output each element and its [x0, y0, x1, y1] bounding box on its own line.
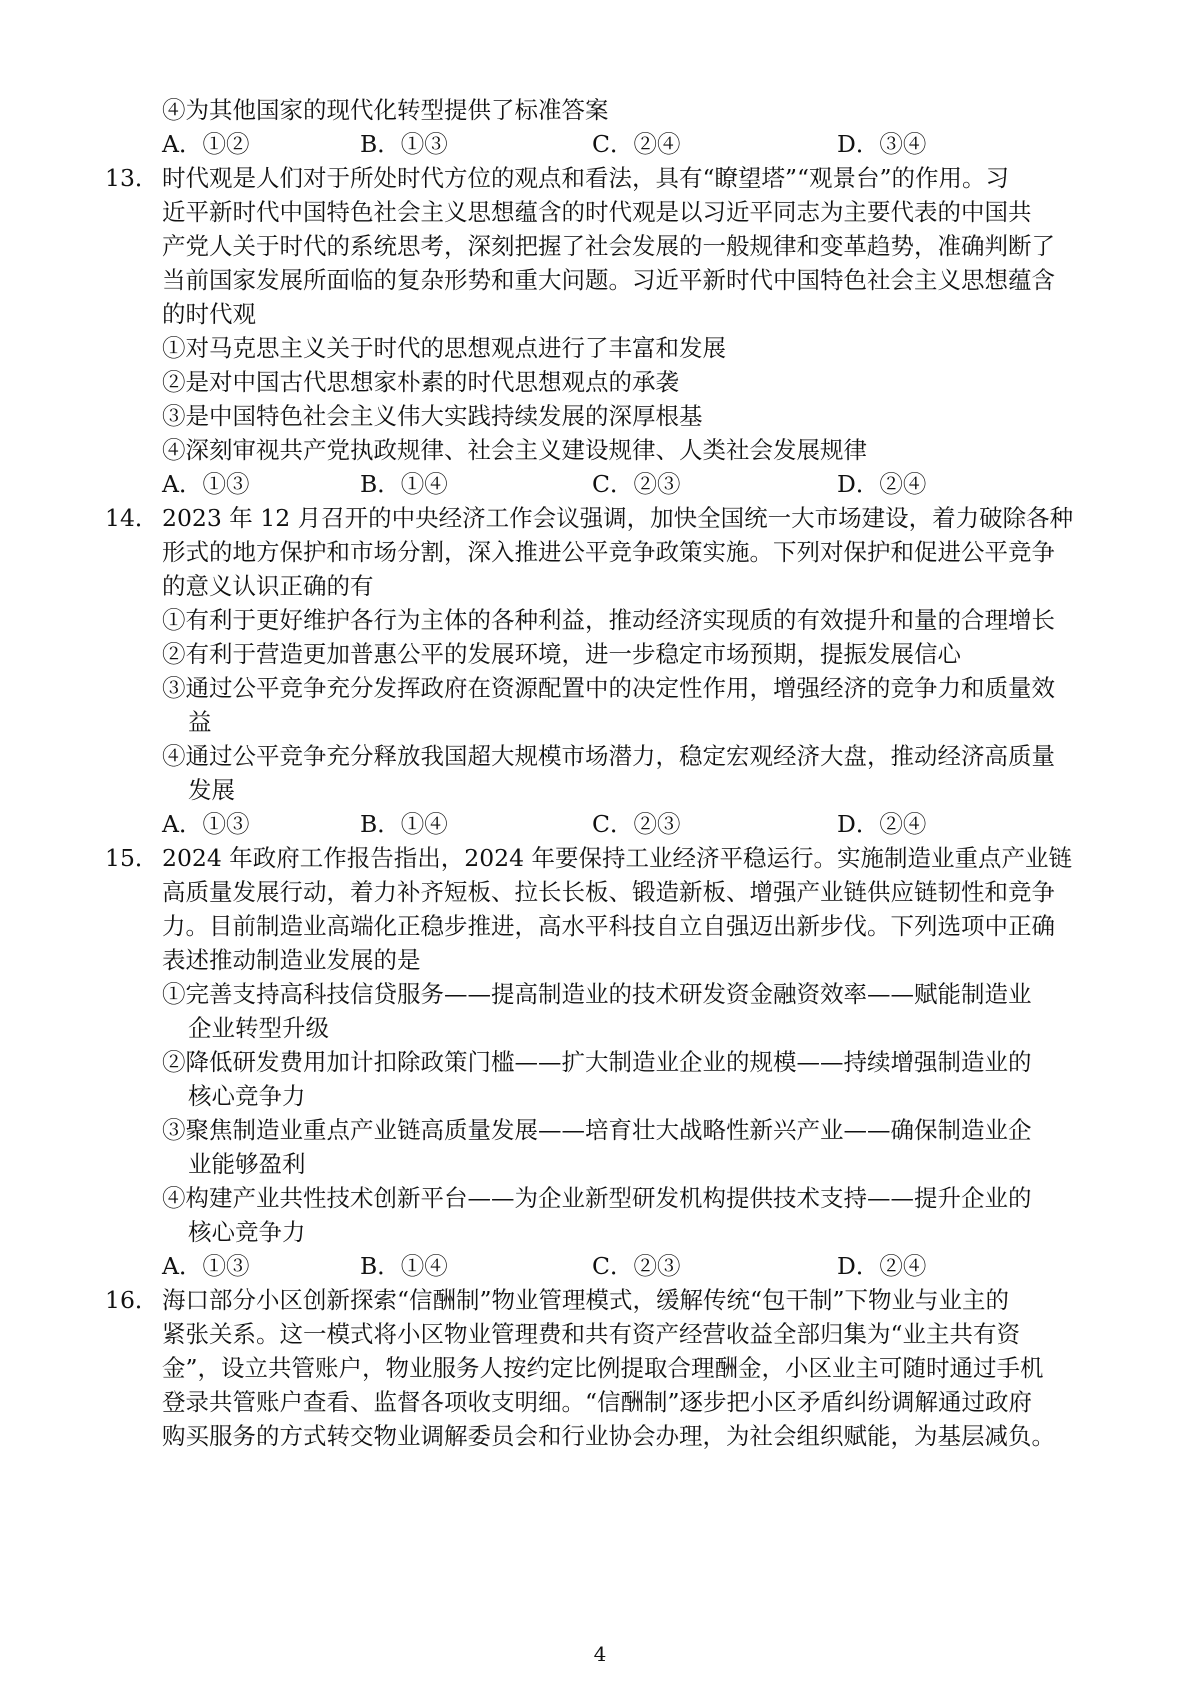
q14-option-1: ①有利于更好维护各行为主体的各种利益，推动经济实现质的有效提升和量的合理增长 [162, 606, 1055, 634]
q16-stem-line-3: 金”，设立共管账户，物业服务人按约定比例提取合理酬金，小区业主可随时通过手机 [162, 1354, 1044, 1382]
q13-choice-a: A．①③ [162, 470, 250, 498]
q14-choices [162, 807, 1122, 841]
q13-stem-line-5: 的时代观 [162, 300, 256, 328]
q15-choice-a: A．①③ [162, 1252, 250, 1280]
q13-number: 13． [105, 164, 159, 192]
q13-option-2: ②是对中国古代思想家朴素的时代思想观点的承袭 [162, 368, 679, 396]
q13-option-4: ④深刻审视共产党执政规律、社会主义建设规律、人类社会发展规律 [162, 436, 867, 464]
q13-stem-line-2: 近平新时代中国特色社会主义思想蕴含的时代观是以习近平同志为主要代表的中国共 [162, 198, 1032, 226]
q13-stem-line-1: 时代观是人们对于所处时代方位的观点和看法，具有“瞭望塔”“观景台”的作用。习 [162, 164, 1010, 192]
q15-stem-line-4: 表述推动制造业发展的是 [162, 946, 421, 974]
q14-choice-c: C．②③ [592, 810, 681, 838]
q15-option-2-cont: 核心竞争力 [188, 1082, 306, 1110]
q16-number: 16． [105, 1286, 159, 1314]
q14-choice-d: D．②④ [837, 810, 927, 838]
q14-stem-line-3: 的意义认识正确的有 [162, 572, 374, 600]
q14-option-4-cont: 发展 [188, 776, 235, 804]
q12-choice-c: C．②④ [592, 130, 681, 158]
q13-stem-line-4: 当前国家发展所面临的复杂形势和重大问题。习近平新时代中国特色社会主义思想蕴含 [162, 266, 1055, 294]
q14-number: 14． [105, 504, 159, 532]
q13-choice-c: C．②③ [592, 470, 681, 498]
q16-stem-line-5: 购买服务的方式转交物业调解委员会和行业协会办理，为社会组织赋能，为基层减负。 [162, 1422, 1055, 1450]
q16-stem-line-1: 海口部分小区创新探索“信酬制”物业管理模式，缓解传统“包干制”下物业与业主的 [162, 1286, 1010, 1314]
q15-choice-d: D．②④ [837, 1252, 927, 1280]
q15-stem-line-1: 2024 年政府工作报告指出，2024 年要保持工业经济平稳运行。实施制造业重点产业链 [162, 844, 1073, 872]
q16-stem-line-4: 登录共管账户查看、监督各项收支明细。“信酬制”逐步把小区矛盾纠纷调解通过政府 [162, 1388, 1033, 1416]
q15-stem-line-3: 力。目前制造业高端化正稳步推进，高水平科技自立自强迈出新步伐。下列选项中正确 [162, 912, 1055, 940]
q14-option-4: ④通过公平竞争充分释放我国超大规模市场潜力，稳定宏观经济大盘，推动经济高质量 [162, 742, 1055, 770]
q15-choice-c: C．②③ [592, 1252, 681, 1280]
q15-stem-line-2: 高质量发展行动，着力补齐短板、拉长长板、锻造新板、增强产业链供应链韧性和竞争 [162, 878, 1055, 906]
q13-choice-d: D．②④ [837, 470, 927, 498]
q15-option-1: ①完善支持高科技信贷服务——提高制造业的技术研发资金融资效率——赋能制造业 [162, 980, 1032, 1008]
q14-stem-line-2: 形式的地方保护和市场分割，深入推进公平竞争政策实施。下列对保护和促进公平竞争 [162, 538, 1055, 566]
q14-choice-b: B．①④ [360, 810, 448, 838]
q16-stem-line-2: 紧张关系。这一模式将小区物业管理费和共有资产经营收益全部归集为“业主共有资 [162, 1320, 1021, 1348]
page-number: 4 [593, 1642, 607, 1666]
q15-option-4: ④构建产业共性技术创新平台——为企业新型研发机构提供技术支持——提升企业的 [162, 1184, 1032, 1212]
q15-choices [162, 1249, 1122, 1283]
q15-option-3-cont: 业能够盈利 [188, 1150, 306, 1178]
q15-option-2: ②降低研发费用加计扣除政策门槛——扩大制造业企业的规模——持续增强制造业的 [162, 1048, 1032, 1076]
q13-option-3: ③是中国特色社会主义伟大实践持续发展的深厚根基 [162, 402, 703, 430]
q15-option-1-cont: 企业转型升级 [188, 1014, 329, 1042]
q14-option-3-cont: 益 [188, 708, 212, 736]
q12-option-4: ④为其他国家的现代化转型提供了标准答案 [162, 96, 609, 124]
q15-option-4-cont: 核心竞争力 [188, 1218, 306, 1246]
q15-choice-b: B．①④ [360, 1252, 448, 1280]
q13-option-1: ①对马克思主义关于时代的思想观点进行了丰富和发展 [162, 334, 726, 362]
q14-stem-line-1: 2023 年 12 月召开的中央经济工作会议强调，加快全国统一大市场建设，着力破除各种 [162, 504, 1074, 532]
q15-number: 15． [105, 844, 159, 872]
q12-choices [162, 127, 1122, 161]
q12-choice-d: D．③④ [837, 130, 927, 158]
q13-stem-line-3: 产党人关于时代的系统思考，深刻把握了社会发展的一般规律和变革趋势，准确判断了 [162, 232, 1055, 260]
q15-option-3: ③聚焦制造业重点产业链高质量发展——培育壮大战略性新兴产业——确保制造业企 [162, 1116, 1032, 1144]
q14-choice-a: A．①③ [162, 810, 250, 838]
q12-choice-b: B．①③ [360, 130, 448, 158]
q14-option-2: ②有利于营造更加普惠公平的发展环境，进一步稳定市场预期，提振发展信心 [162, 640, 961, 668]
q13-choices [162, 467, 1122, 501]
q13-choice-b: B．①④ [360, 470, 448, 498]
q12-choice-a: A．①② [162, 130, 250, 158]
q14-option-3: ③通过公平竞争充分发挥政府在资源配置中的决定性作用，增强经济的竞争力和质量效 [162, 674, 1055, 702]
